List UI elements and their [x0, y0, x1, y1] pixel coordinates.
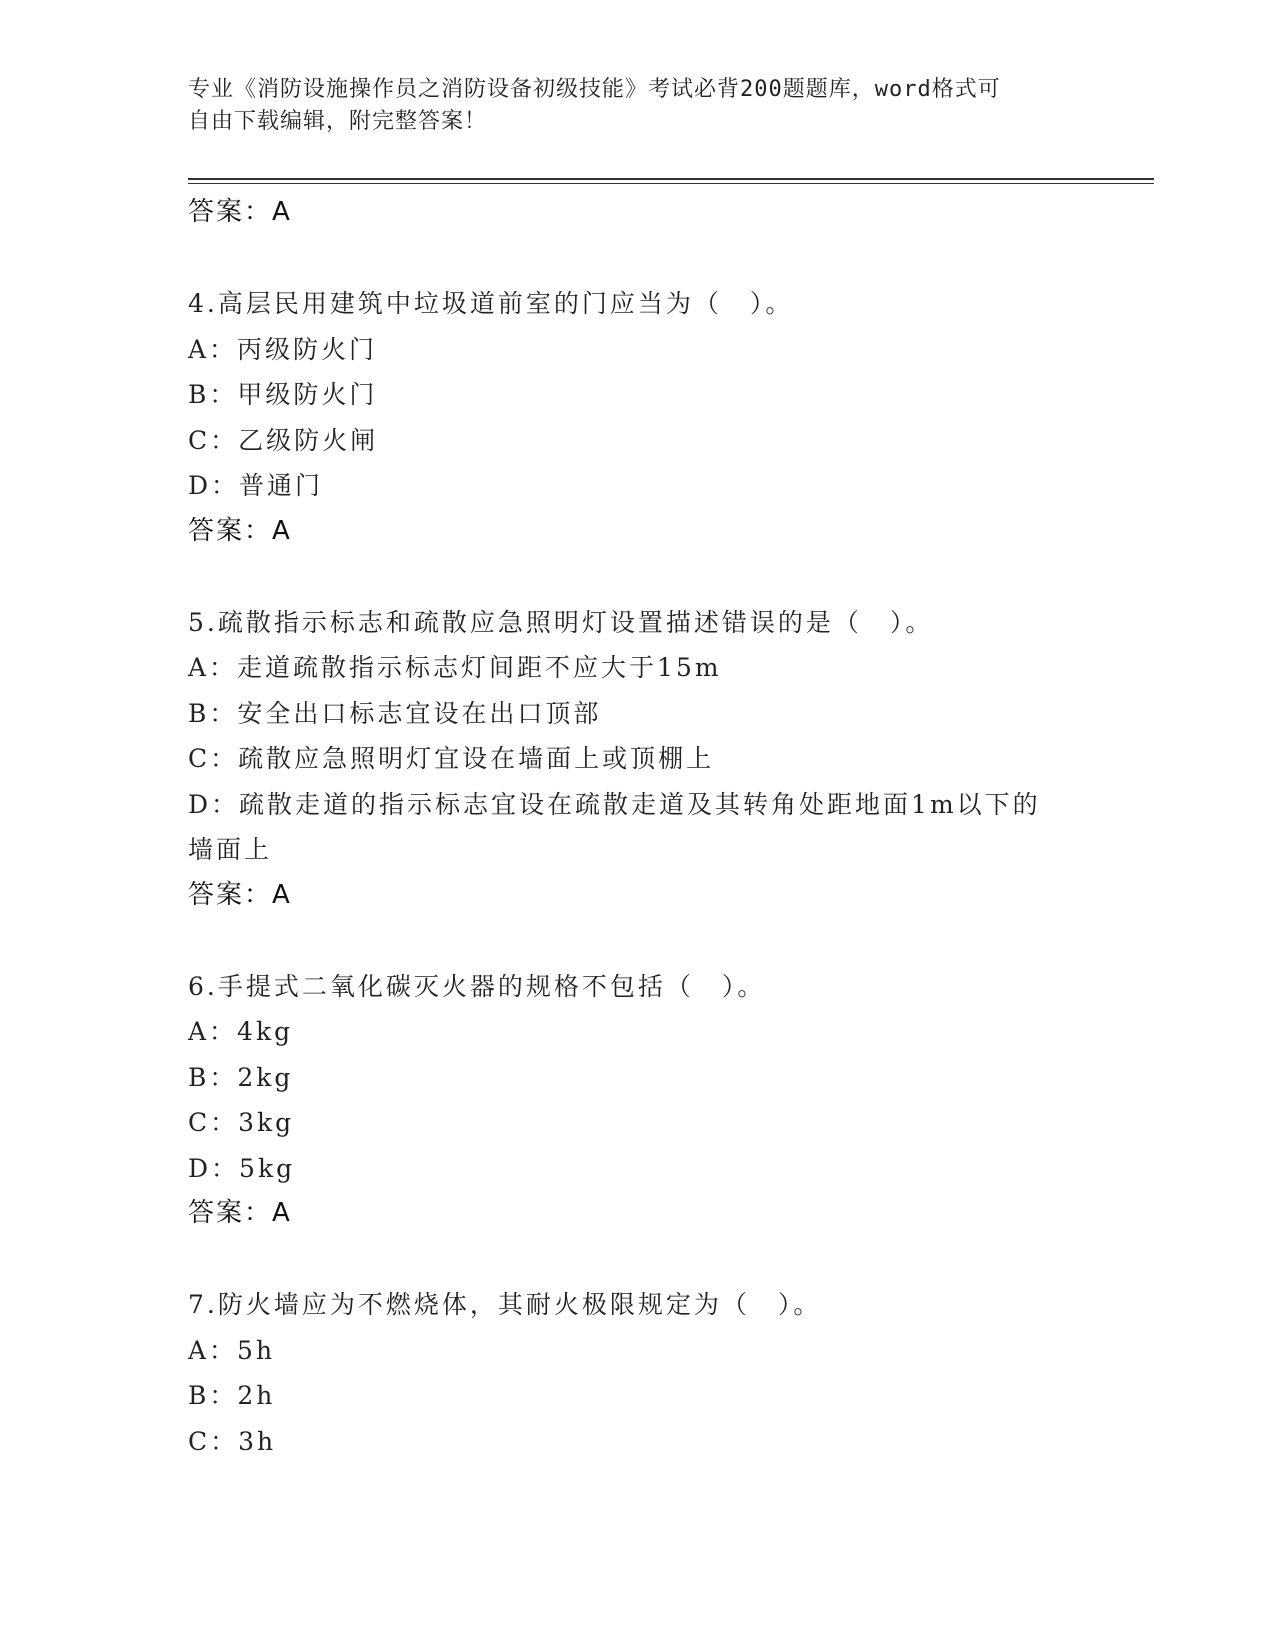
question-5 [188, 600, 1088, 919]
option-c: C：疏散应急照明灯宜设在墙面上或顶棚上 [188, 744, 715, 773]
header-title-line-2: 自由下载编辑，附完整答案！ [188, 109, 488, 134]
document-header [188, 74, 1068, 138]
option-a: A：丙级防火门 [188, 334, 378, 364]
option-c: C：3h [188, 1426, 277, 1456]
header-title-line-1: 专业《消防设施操作员之消防设备初级技能》考试必背200题题库，word格式可 [188, 77, 1001, 102]
question-stem: 4.高层民用建筑中垃圾道前室的门应当为（ ）。 [188, 289, 794, 318]
question-6 [188, 964, 1088, 1237]
option-d: D：普通门 [188, 471, 324, 500]
option-b: B：甲级防火门 [188, 380, 378, 409]
spacer [188, 554, 1088, 600]
option-d: D：疏散走道的指示标志宜设在疏散走道及其转角处距地面1m以下的 [188, 789, 1041, 819]
answer-line: 答案：A [188, 515, 292, 546]
answer-line: 答案：A [188, 879, 292, 910]
answer-line-q3: 答案：A [188, 197, 292, 227]
option-d: D：5kg [188, 1153, 296, 1183]
option-a: A：走道疏散指示标志灯间距不应大于15m [188, 653, 722, 682]
option-c: C：3kg [188, 1108, 295, 1137]
question-4 [188, 281, 1088, 554]
spacer [188, 1237, 1088, 1283]
question-stem: 7.防火墙应为不燃烧体，其耐火极限规定为（ ）。 [188, 1290, 822, 1319]
option-a: A：4kg [188, 1017, 294, 1046]
question-stem: 5.疏散指示标志和疏散应急照明灯设置描述错误的是（ ）。 [188, 607, 934, 637]
header-divider-thin [188, 183, 1154, 184]
option-b: B：安全出口标志宜设在出口顶部 [188, 698, 602, 728]
question-stem: 6.手提式二氧化碳灭火器的规格不包括（ ）。 [188, 971, 766, 1001]
spacer [188, 236, 1088, 282]
answer-line: 答案：A [188, 1198, 292, 1228]
question-list [188, 190, 1088, 1464]
question-7 [188, 1282, 1088, 1464]
option-d-continuation: 墙面上 [188, 835, 273, 864]
option-b: B：2kg [188, 1062, 294, 1092]
option-b: B：2h [188, 1381, 276, 1410]
option-a: A：5h [188, 1335, 276, 1365]
spacer [188, 918, 1088, 964]
option-c: C：乙级防火闸 [188, 425, 379, 455]
header-divider-thick [188, 178, 1154, 180]
